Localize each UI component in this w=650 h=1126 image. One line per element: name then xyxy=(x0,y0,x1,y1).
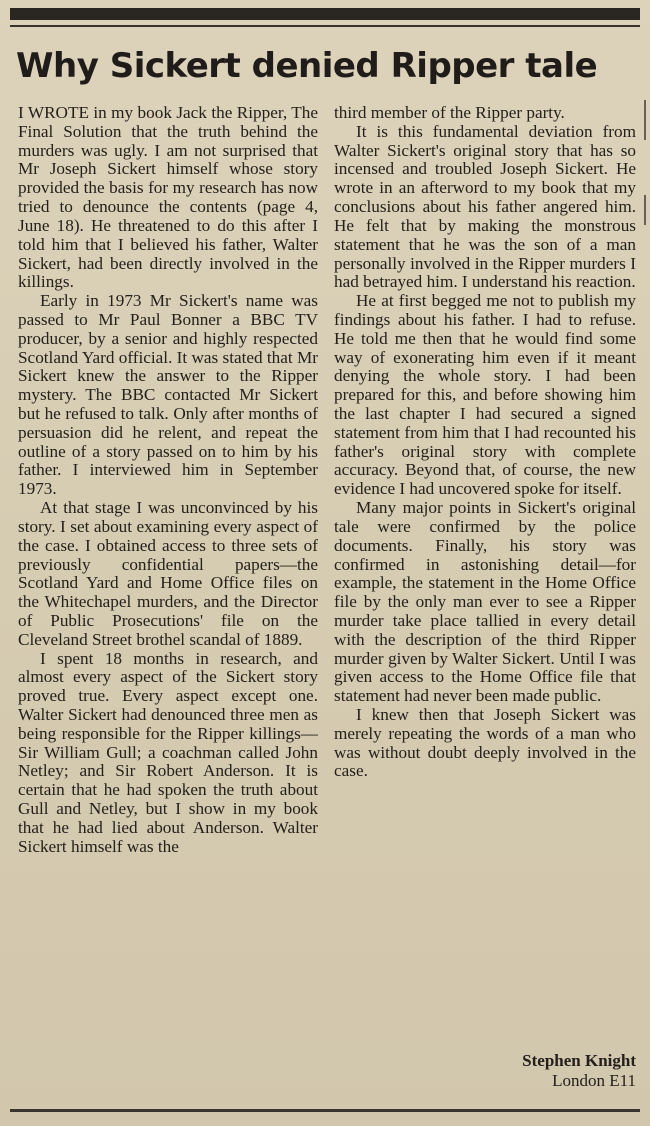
top-rule xyxy=(10,8,640,20)
paragraph: It is this fundamental deviation from Walter Sickert's original story that has so incensed and troubled Joseph Sickert. He wrote in an afterword to my book that my conclusions about his father angered him. He felt that by making the monstrous statement that he was the son of a man personally involved in the Ripper murders I had betrayed him. I understand his reaction. xyxy=(334,121,636,292)
left-column xyxy=(18,104,318,857)
paragraph: He at first begged me not to publish my findings about his father. I had to refuse. He told me then that he would find some way of exonerating him even if it meant denying the whole story. I had been prepared for this, and before showing him the last chapter I had secured a signed statement from him that I had recounted his father's original story with complete accuracy. Beyond that, of course, the new evidence I had uncovered spoke for itself. xyxy=(334,291,636,499)
paragraph: At that stage I was unconvinced by his story. I set about examining every aspect of the case. I obtained access to three sets of previously confidential papers—the Scotland Yard and Home Office files on the Whitechapel murders, and the Director of Public Prosecutions' file on the Cleveland Street brothel scandal of 1889. xyxy=(18,498,318,649)
edge-mark xyxy=(644,195,646,225)
author-location: London E11 xyxy=(552,1071,636,1090)
paragraph: I spent 18 months in research, and almost every aspect of the Sickert story proved true. Every aspect except one. Walter Sickert had denounced three men as being responsible for the Ripper killings—Sir William Gull; a coachman called John Netley; and Sir Robert Anderson. It is certain that he had spoken the truth about Gull and Netley, but I show in my book that he had lied about Anderson. Walter Sickert himself was the xyxy=(18,648,318,856)
edge-mark xyxy=(644,100,646,140)
signature xyxy=(336,1051,636,1091)
right-column xyxy=(334,104,636,781)
author-name: Stephen Knight xyxy=(522,1051,636,1070)
paragraph: third member of the Ripper party. xyxy=(334,103,565,122)
paragraph: Early in 1973 Mr Sickert's name was passed to Mr Paul Bonner a BBC TV producer, by a senior and highly respected Scotland Yard official. It was stated that Mr Sickert knew the answer to the Ripper mystery. The BBC contacted Mr Sickert but he refused to talk. Only after months of persuasion did he relent, and repeat the outline of a story passed on to him by his father. I interviewed him in September 1973. xyxy=(18,291,318,499)
paragraph: I knew then that Joseph Sickert was merely repeating the words of a man who was without doubt deeply involved in the case. xyxy=(334,705,636,781)
headline: Why Sickert denied Ripper tale xyxy=(16,46,598,86)
top-rule-thin xyxy=(10,25,640,27)
paragraph: I WROTE in my book Jack the Ripper, The Final Solution that the truth behind the murders was ugly. I am not surprised that Mr Joseph Sickert himself whose story provided the basis for my research has now tried to denounce the contents (page 4, June 18). He threatened to do this after I told him that I believed his father, Walter Sickert, had been directly involved in the killings. xyxy=(18,103,318,292)
bottom-rule xyxy=(10,1109,640,1112)
paragraph: Many major points in Sickert's original tale were confirmed by the police documents. Finally, his story was confirmed in astonishing detail—for example, the statement in the Home Office file by the only man ever to see a Ripper murder take place tallied in every detail with the description of the third Ripper murder given by Walter Sickert. Until I was given access to the Home Office file that statement had never been made public. xyxy=(334,498,636,706)
